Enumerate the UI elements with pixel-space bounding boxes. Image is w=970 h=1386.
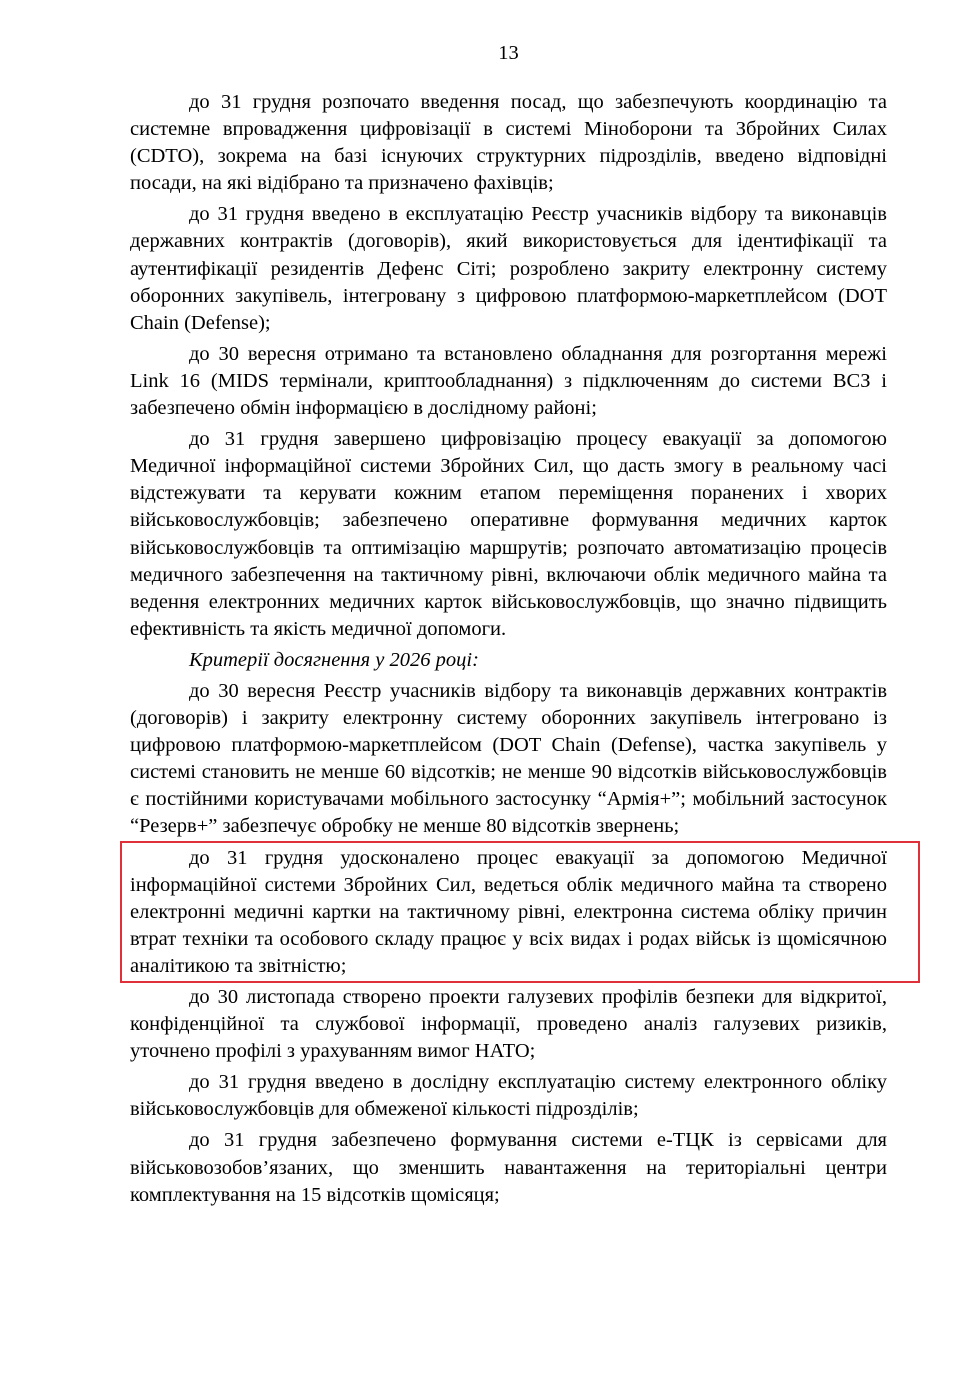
paragraph-procurement-integration: до 30 вересня Реєстр учасників відбору та виконавців державних контрактів (договорів) і закриту електронну систему оборонних закупівель інтегровано із цифровою платформою-маркетплейсом (DOT Chain (Defense), частка закупівель у системі становить не менше 60 відсотків; не менше 90 відсотків військовослужбовців є постійними користувачами мобільного застосунку “Армія+”; мобільний застосунок “Резерв+” забезпечує обробку не менше 80 відсотків звернень; [130,679,887,838]
highlighted-paragraph-box [130,845,887,980]
paragraph-medical-evacuation: до 31 грудня завершено цифровізацію процесу евакуації за допомогою Медичної інформаційної системи Збройних Сил, що дасть змогу в реальному часі відстежувати та керувати кожним етапом переміщення поранених і хворих військовослужбовців; забезпечено оперативне формування медичних карток військовослужбовців та оптимізацію маршрутів; розпочато автоматизацію процесів медичного забезпечення на тактичному рівні, включаючи облік медичного майна та ведення електронних медичних карток військовослужбовців, що значно підвищить ефективність та якість медичної допомоги. [130,428,887,640]
paragraph-e-tck-system: до 31 грудня забезпечено формування системи е-ТЦК із сервісами для військовозобов’язаних, що зменшить навантаження на територіальні центри комплектування на 15 відсотків щомісяця; [130,1129,887,1206]
paragraph-cdto-positions: до 31 грудня розпочато введення посад, що забезпечують координацію та системне впровадження цифровізації в системі Міноборони та Збройних Силах (CDTO), зокрема на базі існуючих структурних підрозділів, введено відповідні посади, на які відібрано та призначено фахівців; [130,91,887,195]
section-heading-criteria-2026: Критерії досягнення у 2026 році: [189,648,479,671]
paragraph-medical-evacuation-improved: до 31 грудня удосконалено процес евакуації за допомогою Медичної інформаційної системи Збройних Сил, ведеться облік медичного майна та створено електронні медичні картки на тактичному рівні, електронна система обліку причин втрат техніки та особового складу працює у всіх видах і родах військ із щомісячною аналітикою та звітністю; [130,846,887,977]
paragraph-personnel-accounting: до 31 грудня введено в дослідну експлуатацію систему електронного обліку військовослужбовців для обмеженої кількості підрозділів; [130,1071,887,1121]
page-number: 13 [498,42,519,64]
document-body [130,89,887,1213]
paragraph-contractor-registry: до 31 грудня введено в експлуатацію Реєстр учасників відбору та виконавців державних контрактів (договорів), який використовується для ідентифікації та аутентифікації резидентів Дефенс Сіті; розроблено закриту електронну систему оборонних закупівель, інтегровану з цифровою платформою-маркетплейсом (DOT Chain (Defense); [130,203,887,334]
paragraph-security-profiles: до 30 листопада створено проекти галузевих профілів безпеки для відкритої, конфіденційної та службової інформації, проведено аналіз галузевих ризиків, уточнено профілі з урахуванням вимог НАТО; [130,986,887,1063]
paragraph-link16-network: до 30 вересня отримано та встановлено обладнання для розгортання мережі Link 16 (MIDS термінали, криптообладнання) з підключенням до системи ВСЗ і забезпечено обмін інформацією в дослідному районі; [130,342,887,420]
